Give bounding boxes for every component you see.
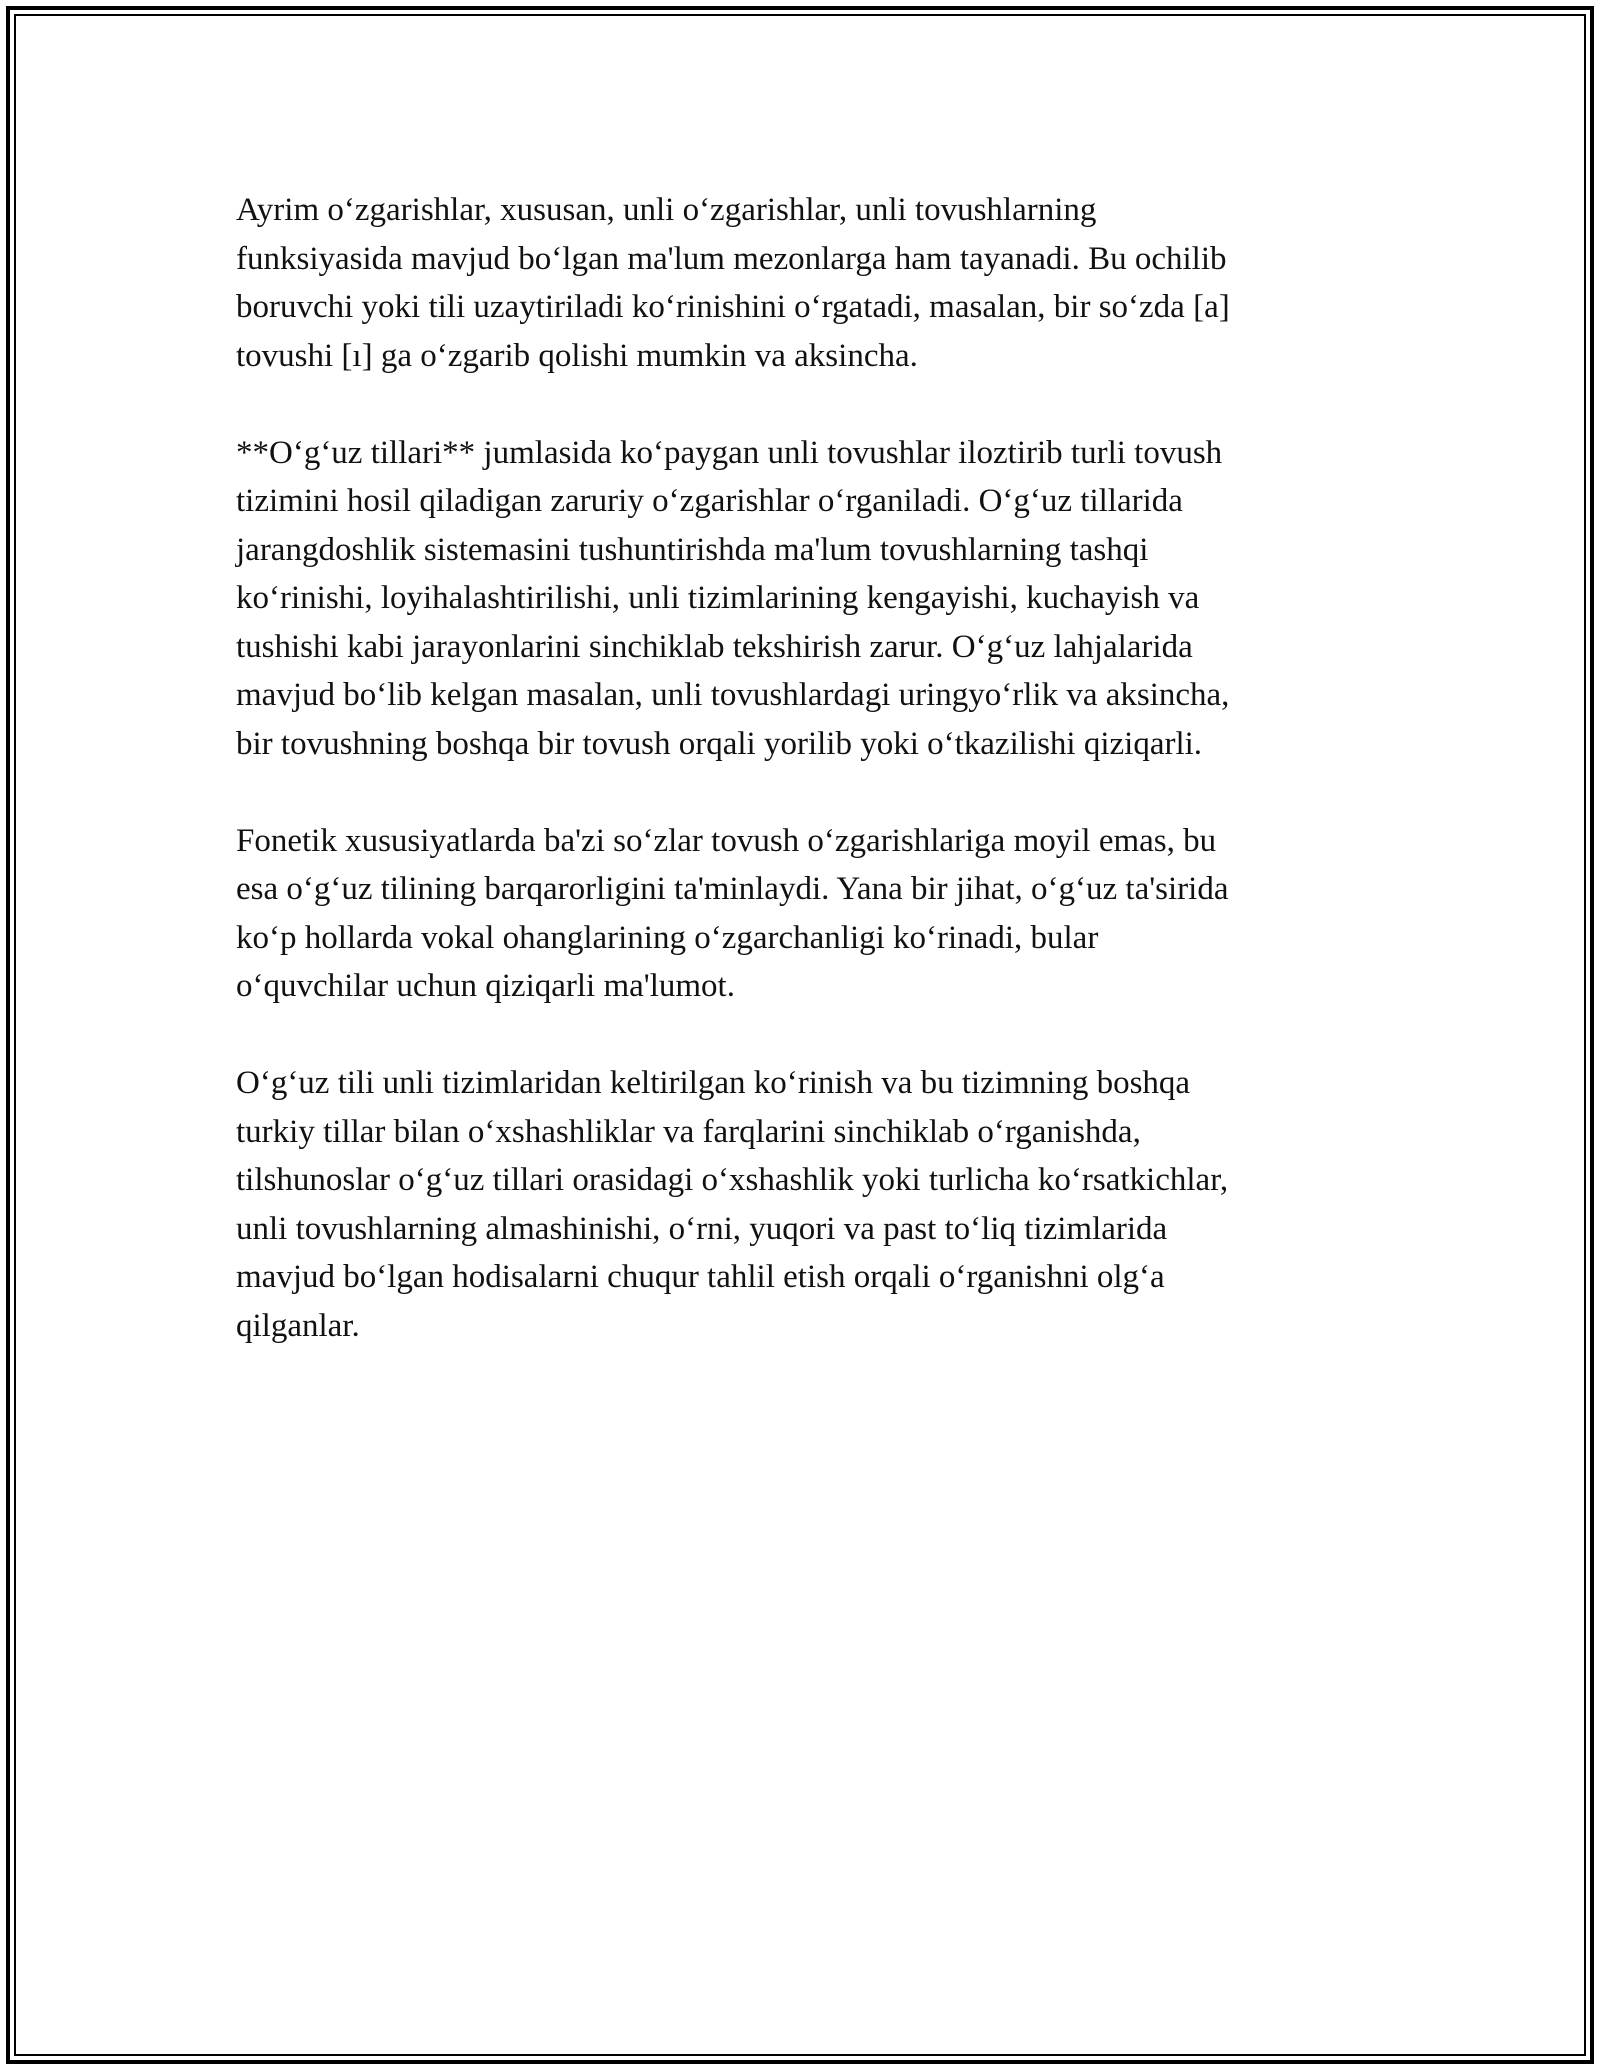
paragraph-1: Ayrim o‘zgarishlar, xususan, unli o‘zgarishlar, unli tovushlarning funksiyasida mavjud bo‘lgan ma'lum mezonlarga ham tayanadi. Bu ochilib boruvchi yoki tili uzaytiriladi ko‘rinishini o‘rgatadi, masalan, bir so‘zda [a] tovushi [ı] ga o‘zgarib qolishi mumkin va aksincha.: [236, 192, 1230, 374]
paragraph-4: O‘g‘uz tili unli tizimlaridan keltirilgan ko‘rinish va bu tizimning boshqa turkiy tillar bilan o‘xshashliklar va farqlarini sinchiklab o‘rganishda, tilshunoslar o‘g‘uz tillari orasidagi o‘xshashlik yoki turlicha ko‘rsatkichlar, unli tovushlarning almashinishi, o‘rni, yuqori va past to‘liq tizimlarida mavjud bo‘lgan hodisalarni chuqur tahlil etish orqali o‘rganishni olg‘a qilganlar.: [236, 1065, 1229, 1344]
paragraph-3: Fonetik xususiyatlarda ba'zi so‘zlar tovush o‘zgarishlariga moyil emas, bu esa o‘g‘uz tilining barqarorligini ta'minlaydi. Yana bir jihat, o‘g‘uz ta'sirida ko‘p hollarda vokal ohanglarining o‘zgarchanligi ko‘rinadi, bular o‘quvchilar uchun qiziqarli ma'lumot.: [236, 822, 1229, 1004]
paragraph-2: **O‘g‘uz tillari** jumlasida ko‘paygan unli tovushlar iloztirib turli tovush tizimini hosil qiladigan zaruriy o‘zgarishlar o‘rganiladi. O‘g‘uz tillarida jarangdoshlik sistemasini tushuntirishda ma'lum tovushlarning tashqi ko‘rinishi, loyihalashtirilishi, unli tizimlarining kengayishi, kuchayish va tushishi kabi jarayonlarini sinchiklab tekshirish zarur. O‘g‘uz lahjalarida mavjud bo‘lib kelgan masalan, unli tovushlardagi uringyo‘rlik va aksincha, bir tovushning boshqa bir tovush orqali yorilib yoki o‘tkazilishi qiziqarli.: [236, 434, 1230, 762]
document-body: [236, 186, 1366, 1399]
